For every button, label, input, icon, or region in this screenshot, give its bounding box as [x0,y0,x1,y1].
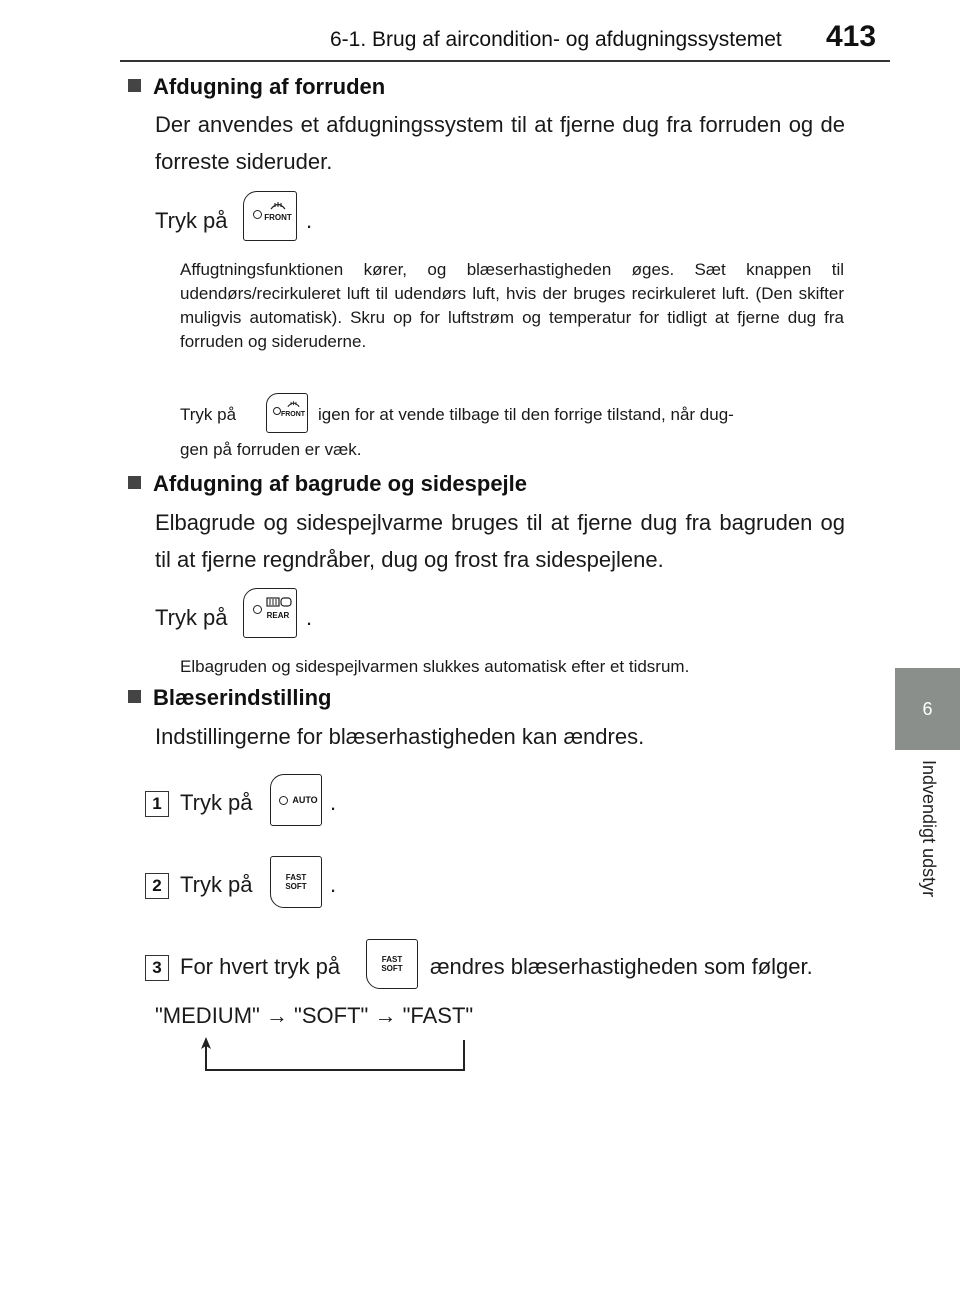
press-suffix-front: . [306,208,313,233]
square-bullet-icon [128,79,141,92]
step-3-prefix: For hvert tryk på [180,954,341,979]
step-number: 1 [145,791,169,817]
step-number: 3 [145,955,169,981]
fan-speed-button-icon: FAST SOFT [270,856,322,908]
step-1-suffix: . [330,790,337,815]
page-number: 413 [826,20,877,53]
section-intro-fan: Indstillingerne for blæserhastigheden kan ændres. [155,724,645,749]
step-number: 2 [145,873,169,899]
section-intro-rear: Elbagrude og sidespejlvarme bruges til at fjerne dug fra bagruden og til at fjerne regndråber, dug og frost fra sidespejlene. [155,510,845,572]
arrow-up-icon [199,1037,213,1049]
section-heading-front-defog: Afdugning af forruden [128,74,385,100]
front-defrost-button-icon: FRONT [243,191,297,241]
rear-defrost-button-icon: REAR [243,588,297,638]
section-intro-front: Der anvendes et afdugningssystem til at fjerne dug fra forruden og de forreste sideruder. [155,112,845,174]
step-2-prefix: Tryk på [180,872,253,897]
fan-cycle-sequence: "MEDIUM" → "SOFT" → "FAST" [155,1003,474,1028]
chapter-tab: 6 [895,668,960,750]
windshield-small-icon [287,399,300,408]
press-instruction-rear: Tryk på [155,605,228,630]
note2-end: gen på forruden er væk. [180,440,362,459]
section-heading-fan: Blæserindstilling [128,685,331,711]
press-instruction-front: Tryk på [155,208,228,233]
front-defrost-button-small-icon: FRONT [266,393,308,433]
section-heading-rear-defog: Afdugning af bagrude og sidespejle [128,471,527,497]
auto-button-icon: AUTO [270,774,322,826]
running-header: 6-1. Brug af aircondition- og afdugningssystemet [330,28,782,51]
step-1-prefix: Tryk på [180,790,253,815]
step-3-suffix: ændres blæserhastigheden som følger. [430,954,813,979]
square-bullet-icon [128,690,141,703]
square-bullet-icon [128,476,141,489]
chapter-label: Indvendigt udstyr [919,760,939,898]
header-divider [120,60,890,62]
press-suffix-rear: . [306,605,313,630]
note-front: Affugtningsfunktionen kører, og blæserhastigheden øges. Sæt knappen til udendørs/recirkuleret luft til udendørs luft, hvis der bruges recirkuleret luft. (Den skifter muligvis automatisk). Skru op for luftstrøm og temperatur for tidligt at fjerne dug fra forruden og sideruderne. [180,260,844,351]
note2-prefix: Tryk på [180,405,237,424]
step-2-suffix: . [330,872,337,897]
note2-rest: igen for at vende tilbage til den forrige tilstand, når dug- [318,405,734,424]
windshield-icon [270,200,286,210]
fan-speed-button-icon: FAST SOFT [366,939,418,989]
note-rear: Elbagruden og sidespejlvarmen slukkes automatisk efter et tidsrum. [180,657,690,676]
rear-window-mirror-icon [266,597,292,607]
